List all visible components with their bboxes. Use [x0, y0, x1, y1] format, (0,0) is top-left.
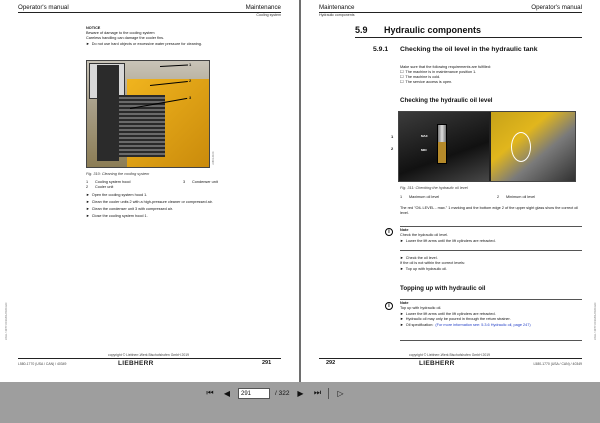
notice-line2: Careless handling can damage the cooler fins.: [86, 35, 165, 40]
note-1: [400, 228, 580, 244]
step-list: [86, 192, 213, 220]
check-heading: Checking the hydraulic oil level: [400, 97, 493, 104]
note-line: Check the hydraulic oil level.: [400, 233, 449, 238]
legend-num: 1: [86, 180, 89, 184]
header-rule: [319, 12, 582, 13]
callout-3: 3: [189, 95, 192, 100]
callout-2: 2: [391, 146, 394, 151]
info-icon: i: [385, 228, 393, 236]
level-text: The red "OIL LEVEL - max." 1 marking and the bottom edge 2 of the upper sight glass show the correct oil level.: [400, 206, 579, 215]
arrow-icon: ►: [86, 200, 90, 204]
header-sub: Cooling system: [256, 13, 281, 17]
cooler-grid: [119, 95, 165, 157]
tank-overview: [491, 112, 576, 182]
oil-level: [438, 142, 446, 163]
figure-legend: [400, 195, 535, 200]
notice-title: NOTICE: [86, 26, 101, 30]
arrow-icon: ►: [86, 193, 90, 197]
doc-code: L580-1770 (USA / CAN) / 40349: [533, 362, 582, 366]
total-pages: / 322: [275, 389, 290, 397]
min-label: MIN: [421, 148, 427, 152]
liebherr-logo: LIEBHERR: [118, 360, 154, 367]
arrow-icon: ►: [400, 266, 404, 271]
note-2: [400, 301, 580, 328]
legend-text: Maximum oil level: [409, 195, 440, 199]
step-item: Close the cooling system hood 1.: [91, 214, 148, 218]
arrow-icon: ►: [86, 207, 90, 211]
step-item: Clean the condenser unit 3 with compressed air.: [91, 207, 173, 211]
subsection-number: 5.9.1: [373, 46, 389, 53]
arrow-icon: ►: [86, 42, 90, 47]
header-rule: [18, 12, 281, 13]
legend-text: Cooler unit: [95, 185, 114, 189]
check-bullet: Check the oil level.: [405, 256, 438, 260]
info-icon: i: [385, 302, 393, 310]
legend-text: Minimum oil level: [506, 195, 536, 199]
arrow-icon: ►: [86, 214, 90, 218]
note-line: Top up with hydraulic oil.: [400, 306, 442, 311]
notice-line1: Beware of damage to the cooling system: [86, 30, 155, 35]
footer-rule: [319, 358, 582, 359]
header-sub: Hydraulic components: [319, 13, 355, 17]
spec-prefix: Oil specification:: [405, 322, 434, 327]
legend-num: 2: [497, 195, 500, 199]
requirement-item: The machine is cold.: [405, 75, 441, 79]
copyright: copyright © Liebherr-Werk Bischofshofen GmbH 2019: [409, 353, 491, 357]
doc-code: L580-1770 (USA / CAN) / 40349: [18, 362, 67, 366]
legend-num: 3: [183, 180, 186, 184]
prev-page-icon[interactable]: ◀: [223, 388, 231, 398]
arrow-icon: ►: [400, 256, 404, 260]
page-navigation: [204, 386, 396, 400]
header-right: Maintenance: [245, 4, 281, 11]
section-title: Hydraulic components: [384, 25, 482, 35]
note-rule: [400, 340, 582, 341]
highlight-circle: [511, 132, 531, 162]
page-number: 291: [262, 360, 272, 366]
page-292: [301, 0, 600, 382]
note-title: Note: [400, 228, 409, 232]
liebherr-logo: LIEBHERR: [419, 360, 455, 367]
photo-id: L0801-0104: [212, 151, 215, 165]
step-item: Open the cooling system hood 1.: [91, 193, 148, 197]
arrow-icon: ►: [400, 311, 404, 316]
page-number-input[interactable]: 291: [238, 388, 270, 399]
next-page-icon[interactable]: ▶: [297, 388, 304, 398]
section-rule: [355, 37, 582, 38]
topup-step: Top up with hydraulic oil.: [405, 266, 448, 271]
figure-legend: [86, 180, 218, 190]
page-291: [0, 0, 299, 382]
arrow-icon: ►: [400, 322, 404, 327]
copyright: copyright © Liebherr-Werk Bischofshofen GmbH 2019: [108, 353, 190, 357]
footer-rule: [18, 358, 281, 359]
header-left: Operator's manual: [18, 4, 69, 11]
legend-text: Condenser unit: [192, 180, 218, 184]
note-title: Note: [400, 301, 409, 305]
callout-2: 2: [189, 78, 192, 83]
check-steps: [400, 256, 580, 272]
play-icon[interactable]: ▷: [337, 388, 344, 398]
checkbox-icon: ☐: [400, 80, 404, 84]
requirement-item: The service access is open.: [405, 80, 453, 84]
first-page-icon[interactable]: ⏮: [206, 388, 214, 397]
side-code: LWH / 4977-0016/01/2020-EN: [4, 302, 8, 340]
note-bullet: Lower the lift arms until the lift cylinders are retracted.: [405, 238, 496, 243]
header-left: Maintenance: [319, 4, 355, 11]
header-right: Operator's manual: [531, 4, 582, 11]
page-number: 292: [326, 360, 336, 366]
notice-box: [86, 26, 261, 47]
callout-1: 1: [391, 134, 394, 139]
note-rule: [400, 226, 582, 227]
figure-caption: Fig. 310: Cleaning the cooling system: [86, 172, 150, 176]
hydraulic-oil-photo: [398, 111, 576, 182]
note-bullet: Lower the lift arms until the lift cylinders are retracted.: [405, 311, 496, 316]
max-label: MAX: [421, 134, 428, 138]
legend-text: Cooling system hood: [95, 180, 131, 184]
legend-num: 1: [400, 195, 403, 199]
last-page-icon[interactable]: ⏭: [313, 388, 322, 397]
viewer-toolbar: [0, 382, 600, 423]
note-rule: [400, 250, 582, 251]
step-item: Clean the cooler units 2 with a high-pressure cleaner or compressed air.: [91, 200, 213, 204]
toolbar-divider: [328, 388, 329, 399]
cooling-system-photo: [86, 60, 210, 168]
subsection-title: Checking the oil level in the hydraulic tank: [400, 46, 538, 53]
callout-1: 1: [189, 62, 192, 67]
arrow-icon: ►: [400, 317, 404, 322]
topup-heading: Topping up with hydraulic oil: [400, 285, 486, 292]
arrow-icon: ►: [400, 238, 404, 243]
note-bullet: Hydraulic oil may only be poured in through the return strainer.: [405, 317, 511, 322]
requirements-block: [400, 65, 580, 85]
side-code: LWH / 4977-0016/01/2020-EN: [593, 302, 597, 340]
notice-bullet: Do not use hard objects or excessive water pressure for cleaning.: [91, 42, 202, 47]
figure-caption: Fig. 311: Checking the hydraulic oil level: [400, 186, 468, 190]
spec-link[interactable]: (For more information see: 5.3.6 Hydraulic oil, page 247): [435, 322, 531, 327]
machine-frame: [97, 65, 119, 161]
checkbox-icon: ☐: [400, 70, 404, 74]
section-number: 5.9: [355, 25, 368, 35]
note-rule: [400, 299, 582, 300]
requirements-intro: Make sure that the following requirements are fulfilled:: [400, 65, 491, 69]
checkbox-icon: ☐: [400, 75, 404, 79]
legend-num: 2: [86, 185, 89, 189]
requirement-item: The machine is in maintenance position 1.: [405, 70, 477, 74]
if-text: If the oil is not within the correct levels:: [400, 261, 465, 266]
